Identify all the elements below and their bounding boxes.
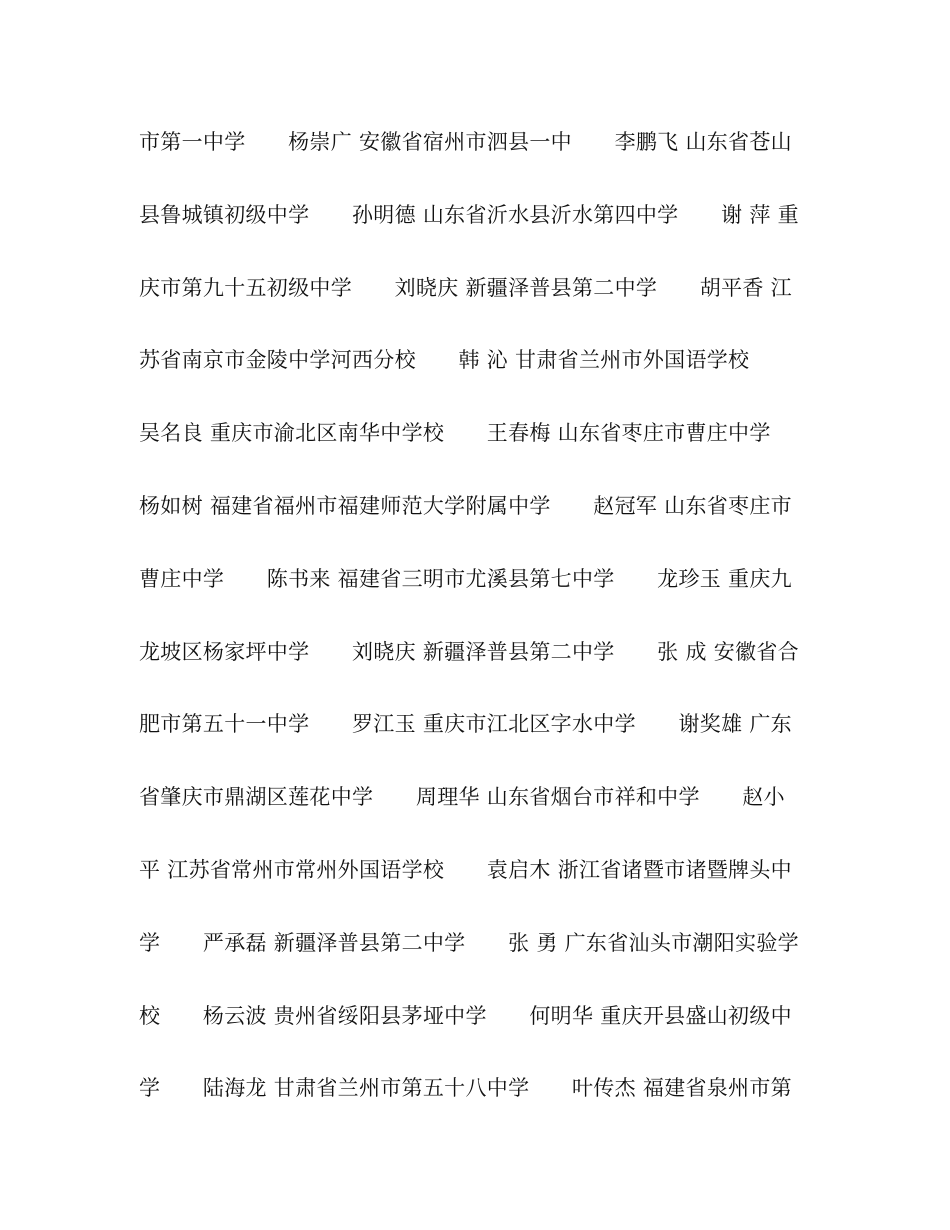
text-line: 市第一中学 杨崇广 安徽省宿州市泗县一中 李鹏飞 山东省苍山 [139,130,792,154]
text-line: 校 杨云波 贵州省绥阳县茅垭中学 何明华 重庆开县盛山初级中 [139,1003,792,1028]
text-line: 省肇庆市鼎湖区莲花中学 周理华 山东省烟台市祥和中学 赵小 [139,785,785,810]
text-line: 学 陆海龙 甘肃省兰州市第五十八中学 叶传杰 福建省泉州市第 [139,1076,792,1101]
text-line: 县鲁城镇初级中学 孙明德 山东省沂水县沂水第四中学 谢 萍 重 [139,202,799,227]
text-line: 庆市第九十五初级中学 刘晓庆 新疆泽普县第二中学 胡平香 江 [139,275,792,300]
text-line: 学 严承磊 新疆泽普县第二中学 张 勇 广东省汕头市潮阳实验学 [139,930,799,955]
text-line: 杨如树 福建省福州市福建师范大学附属中学 赵冠军 山东省枣庄市 [139,493,792,518]
text-line: 吴名良 重庆市渝北区南华中学校 王春梅 山东省枣庄市曹庄中学 [139,421,771,446]
body-text [139,122,819,1141]
text-line: 苏省南京市金陵中学河西分校 韩 沁 甘肃省兰州市外国语学校 [139,348,750,373]
text-line: 曹庄中学 陈书来 福建省三明市尤溪县第七中学 龙珍玉 重庆九 [139,566,792,591]
text-line: 平 江苏省常州市常州外国语学校 袁启木 浙江省诸暨市诸暨牌头中 [139,857,792,882]
text-line: 龙坡区杨家坪中学 刘晓庆 新疆泽普县第二中学 张 成 安徽省合 [139,639,799,664]
text-line: 肥市第五十一中学 罗江玉 重庆市江北区字水中学 谢奖雄 广东 [139,712,792,737]
